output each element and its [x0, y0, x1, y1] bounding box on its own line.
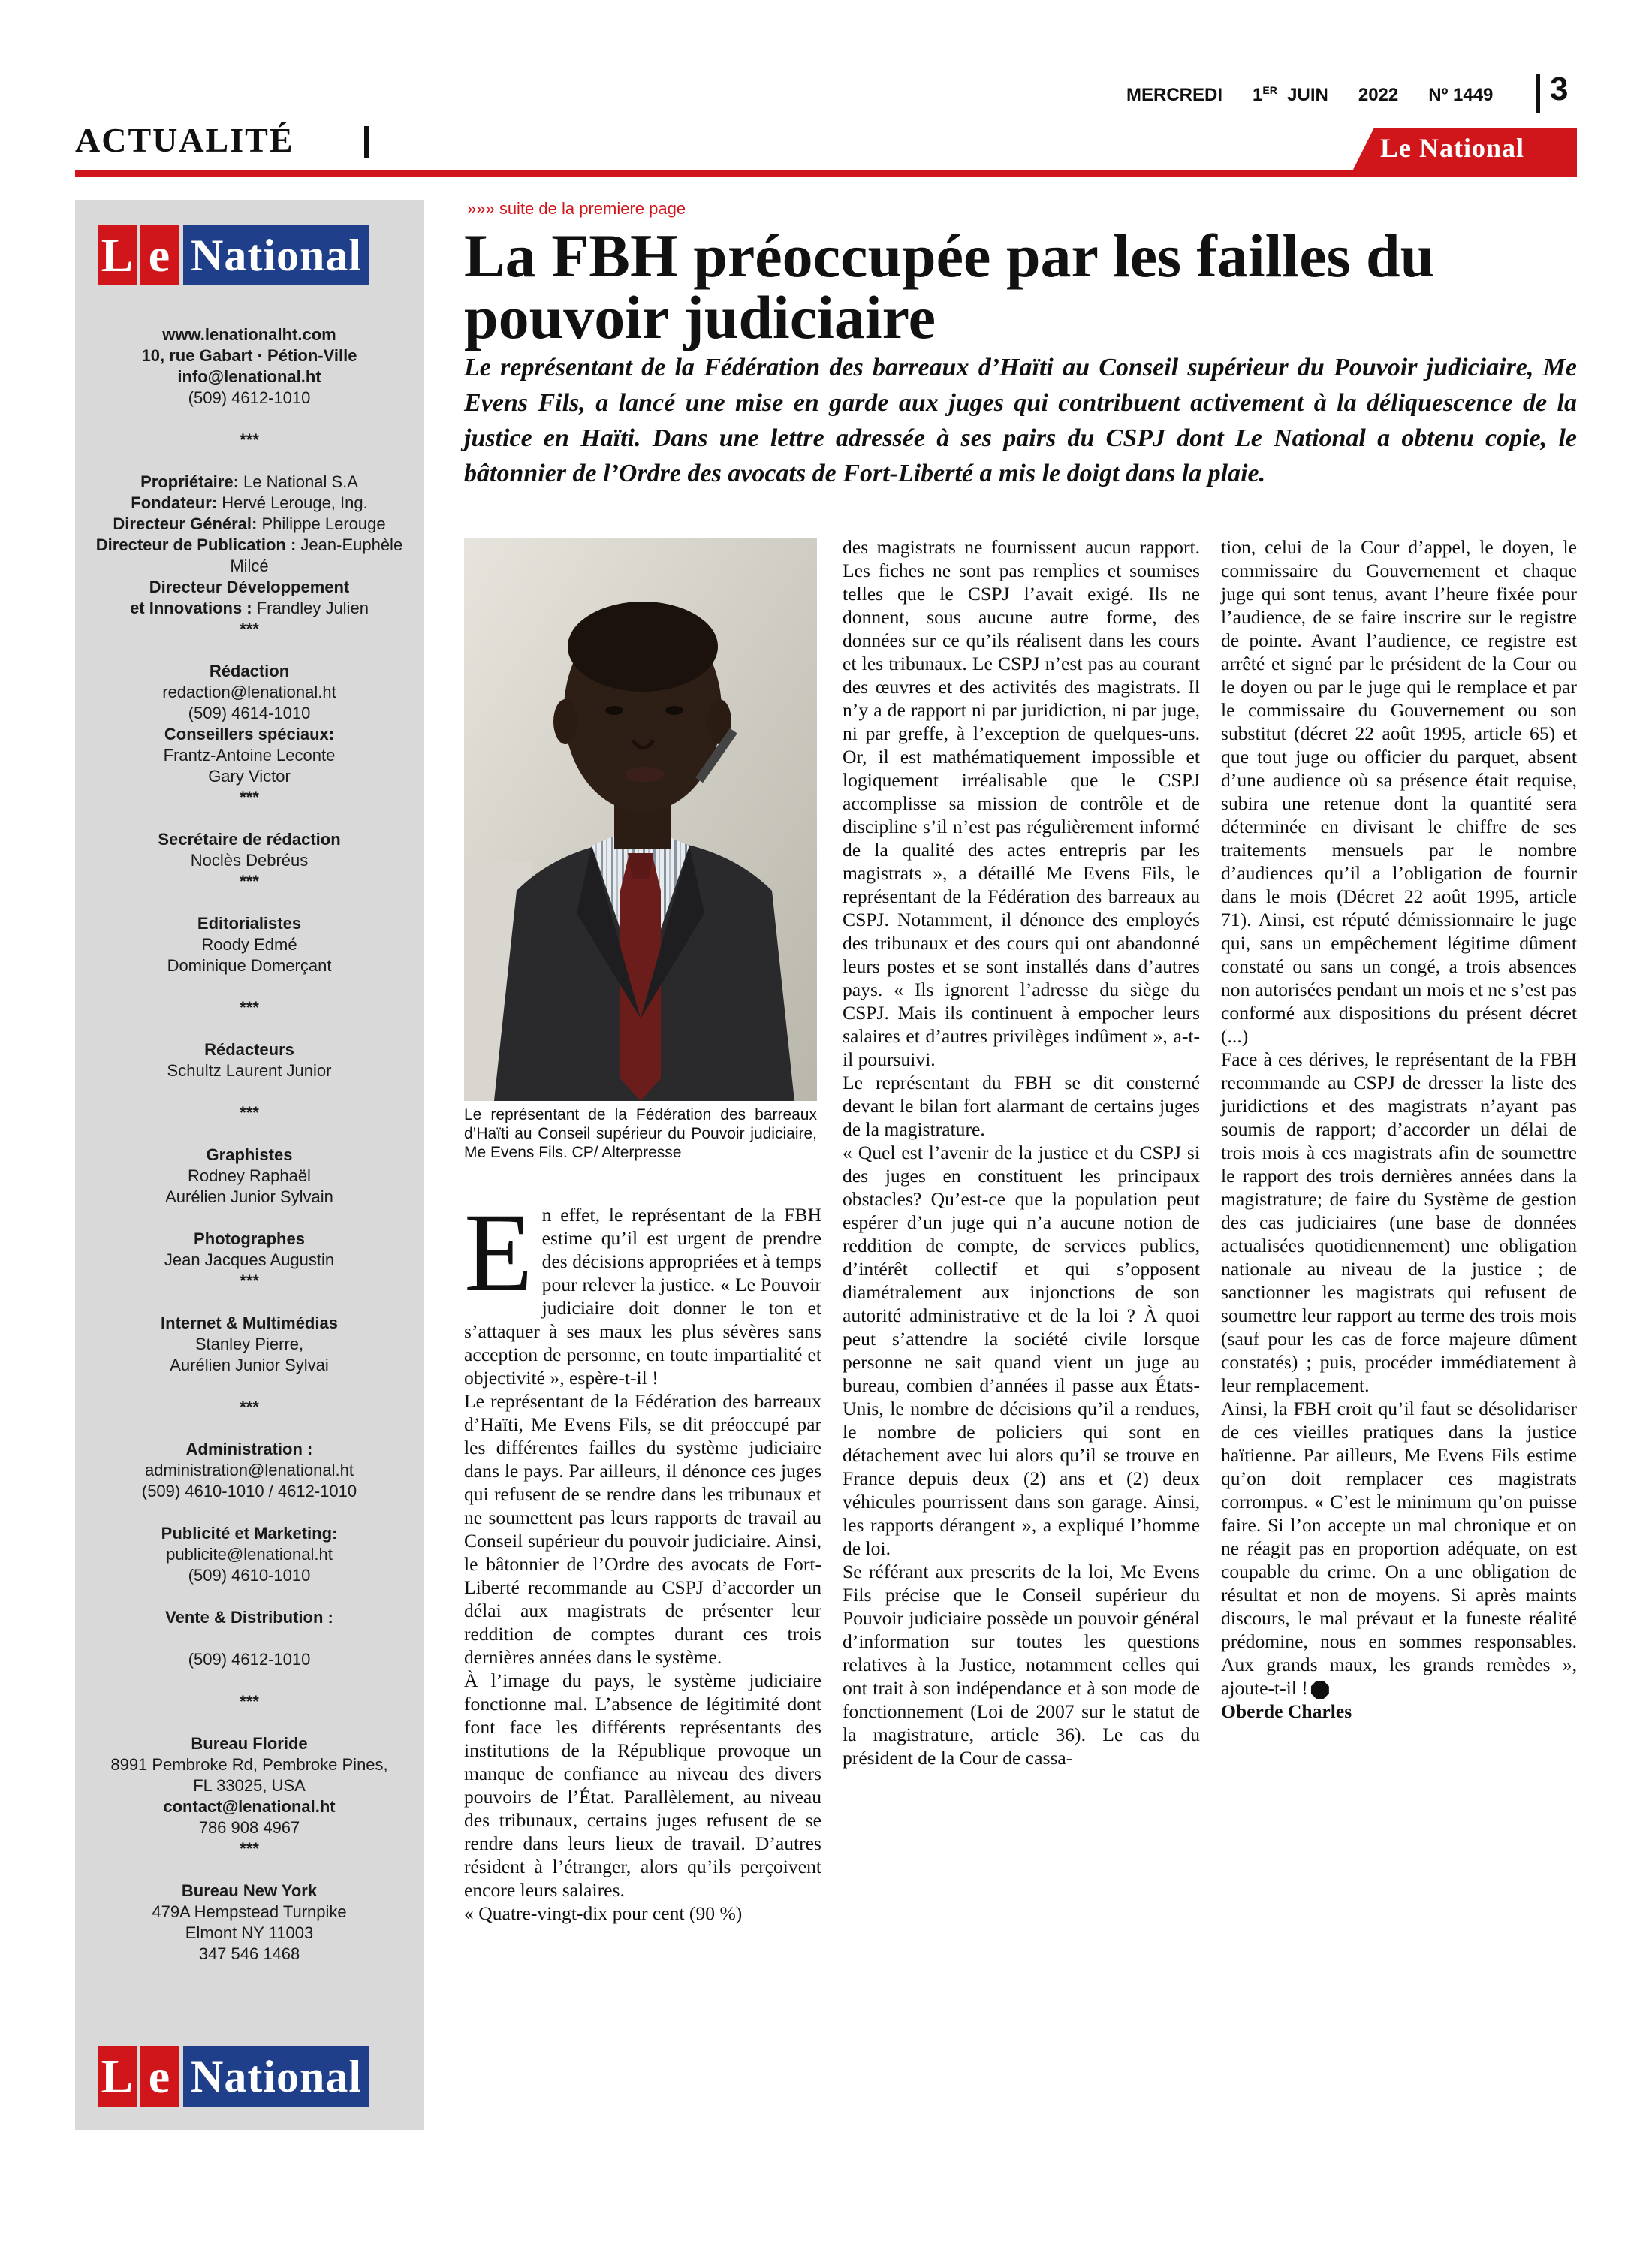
email-link[interactable]: info@lenational.ht [177, 367, 321, 386]
date-year: 2022 [1358, 85, 1399, 105]
header-rule [75, 170, 1577, 177]
florida-email[interactable]: contact@lenational.ht [163, 1797, 336, 1816]
group-title: Rédacteurs [204, 1040, 294, 1059]
brand-tab-label: Le National [1380, 133, 1525, 163]
drop-cap: E [464, 1190, 533, 1315]
page-number-divider [1536, 74, 1540, 113]
paragraph: Ainsi, la FBH croit qu’il faut se désolidariser de ces vieilles pratiques dans la justice haïtienne. Par ailleurs, Me Evens Fils estime qu’on doit remplacer ces magistrats corrompus. « C’est le minimum qu’on puisse faire. Si l’on accepte un mal chronique et on ne réagit pas en proportion adéquate, on est coupable du crime. On a une obligation de résultat et non de moyens. Si après maints discours, le mal prévaut et la funeste réalité prédomine, nous en sommes responsables. Aux grands maux, les grands remèdes », ajoute-t-il ! [1221, 1398, 1577, 1699]
separator-stars: *** [240, 430, 259, 449]
date-weekday: MERCREDI [1126, 85, 1223, 105]
paragraph: À l’image du pays, le système judiciaire fonctionne mal. L’absence de légitimité dont font face les différents représentants des institutions de la République provoque un manque de confiance au niveau des divers pouvoirs de l’État. Parallèlement, au niveau des tribunaux, certains juges refusent de se rendre dans leurs lieux de travail. D’autres résident à l’étranger, alors qu’ils perçoivent encore leurs salaires. [464, 1669, 821, 1901]
group-title: Photographes [194, 1229, 305, 1248]
website-link[interactable]: www.lenationalht.com [162, 325, 336, 344]
phone: (509) 4612-1010 [188, 388, 311, 407]
masthead-text: www.lenationalht.com 10, rue Gabart · Pétion-Ville info@lenational.ht (509) 4612-1010 *** Propriétaire: Le National S.A Fondateur: Hervé Lerouge, Ing. Directeur Général: Philippe Lerouge Directeur de Publication : Jean-Euphèle Milcé Directeur Développement et Innovations : Frandley Julien *** Rédaction redaction@lenational.ht (509) 4614-1010 Conseillers spéciaux: Frantz-Antoine Leconte Gary Victor *** Secrétaire de rédaction Noclès Debréus *** Editorialistes Roody Edmé Dominique Domerçant *** Rédacteurs Schultz Laurent Junior *** Graphistes Rodney Raphaël Aurélien Junior Sylvain Photographes Jean Jacques Augustin *** Internet & Multimédias Stanley Pierre, Aurélien Junior Sylvai *** Administration : administration@lenational.ht (509) 4610-1010 / 4612-1010 Publicité et Marketing: publicite@lenational.ht (509) 4610-1010 Vente & Distribution : (509) 4612-1010 *** Bureau Floride 8991 Pembroke Rd, Pembroke Pines, FL 33025, USA contact@lenational.ht 786 908 4967 *** Bureau New York 479A Hempstead Turnpike Elmont NY 11003 347 546 1468 [75, 324, 424, 1965]
paragraph: des magistrats ne fournissent aucun rapport. Les fiches ne sont pas remplies et soumises telles que le CSPJ l’avait exigé. Ils ne donnent, sous aucune autre forme, des données sur ce qu’ils réalisent dans les cours et les tribunaux. Le CSPJ n’est pas au courant des œuvres et des activités des magistrats. Il n’y a de rapport ni par juridiction, ni par juge, ni par greffe, à l’exception de quelques-uns. Or, il est mathématiquement impossible et logiquement irréalisable que le CSPJ accomplisse sa mission de contrôle et de discipline s’il n’est pas régulièrement informé de la qualité des actes entrepris par les magistrats », a détaillé Me Evens Fils, le représentant de la Fédération des barreaux au CSPJ. Notamment, il dénonce des employés des tribunaux et des cours qui ont abandonné leurs postes et se sont installés dans d’autres pays. « Ils ignorent l’adresse du siège du CSPJ. Mais ils continuent à empocher leurs salaires et d’autres privilèges indûment », a-t-il poursuivi. [843, 536, 1200, 1070]
continuation-kicker: »»» suite de la premiere page [467, 199, 686, 218]
group-title: Secrétaire de rédaction [158, 830, 341, 849]
group-title: Graphistes [206, 1145, 293, 1164]
masthead-publisher: Directeur de Publication : Jean-Euphèle Milcé [95, 535, 403, 575]
article-headline: La FBH préoccupée par les failles du pouvoir judiciaire [464, 222, 1435, 351]
group-title: Administration : [185, 1440, 313, 1458]
date-day: 1ER JUIN [1253, 84, 1328, 105]
paragraph: Face à ces dérives, le représentant de la FBH recommande au CSPJ de dresser la liste des juridictions et des magistrats n’ayant pas soumis de rapport; d’accorder un délai de trois mois à ces magistrats afin de soumettre le rapport des trois dernières années dans la magistrature; de faire du Système de gestion des cas judiciaires (une base de données actualisées quotidiennement) une obligation nationale au niveau de la justice ; de sanctionner les magistrats qui refusent de soumettre leur rapport au terme des trois mois (sauf pour les cas de force majeure dûment constatés) ; puis, procéder immédiatement à leur remplacement. [1221, 1048, 1577, 1396]
paragraph: « Quatre-vingt-dix pour cent (90 %) [464, 1902, 743, 1924]
newspaper-logo: L e National [98, 225, 369, 285]
article-photo [464, 538, 817, 1101]
page-number: 3 [1550, 71, 1569, 107]
issue-number: Nº 1449 [1428, 85, 1494, 105]
paragraph: n effet, le représentant de la FBH estime qu’il est urgent de prendre des décisions appropriées et à temps pour relever la justice. « Le Pouvoir judiciaire doit donner le ton et s’attaquer à ses maux les plus sévères sans acception de personne, en toute impartialité et objectivité », espère-t-il ! [464, 1204, 821, 1389]
group-title: Publicité et Marketing: [161, 1524, 338, 1543]
section-divider [364, 126, 369, 158]
group-title: Editorialistes [197, 914, 302, 933]
paragraph: Le représentant de la Fédération des barreaux d’Haïti, Me Evens Fils, se dit préoccupé par les différentes failles du système judiciaire dans le pays. Par ailleurs, il dénonce ces juges qui refusent de se rendre dans les tribunaux et ne soumettent pas leurs rapports de travail au Conseil supérieur du pouvoir judiciaire. Ainsi, le bâtonnier de l’Ordre des avocats de Fort-Liberté recommande au CSPJ d’accorder un délai aux magistrats de présenter leur reddition de comptes durant ces trois dernières années dans le système. [464, 1390, 821, 1668]
group-title: Bureau Floride [191, 1734, 308, 1753]
section-label: ACTUALITÉ [75, 121, 294, 159]
address: 10, rue Gabart · Pétion-Ville [141, 346, 357, 365]
paragraph: Se référant aux prescrits de la loi, Me Evens Fils précise que le Conseil supérieur du Pouvoir judiciaire possède un pouvoir général d’information sur toutes les questions relatives à la Justice, notamment celles qui ont trait à son indépendance et à son mode de fonctionnement (Loi de 2007 sur le statut de la magistrature, article 36). Le cas du président de la Cour de cassa- [843, 1561, 1200, 1769]
article-byline: Oberde Charles [1221, 1700, 1352, 1722]
group-title: Vente & Distribution : [165, 1608, 333, 1627]
masthead-innovations: et Innovations : Frandley Julien [130, 599, 369, 617]
paragraph: « Quel est l’avenir de la justice et du CSPJ si des juges en constituent les principaux obstacles? Qu’est-ce que la population peut espérer d’un juge qui n’a aucune notion de reddition de compte, de services publics, d’intérêt collectif et qui s’opposent diamétralement aux injonctions de son autorité administrative et de la loi ? À quoi peut s’attendre la société civile lorsque personne ne sait quand vient un juge au bureau, combien d’années il passe aux États-Unis, le nombre de décisions qu’il a rendues, le nombre de policiers qui sont en détachement avec lui alors qu’il se trouve en France depuis deux (2) ans et (2) deux véhicules pourrissent dans son garage. Ainsi, les rapports dérangent », a expliqué l’homme de loi. [843, 1142, 1200, 1559]
group-title: Rédaction [209, 662, 290, 680]
redaction-email[interactable]: redaction@lenational.ht [162, 683, 336, 701]
masthead-founder: Fondateur: Hervé Lerouge, Ing. [131, 493, 368, 512]
administration-email[interactable]: administration@lenational.ht [145, 1461, 354, 1479]
portrait-photo [464, 538, 817, 1101]
paragraph: Le représentant du FBH se dit consterné devant le bilan fort alarmant de certains juges de la magistrature. [843, 1072, 1200, 1140]
end-mark-icon [1311, 1681, 1329, 1699]
newspaper-logo-bottom: L e National [98, 2046, 369, 2107]
masthead-director-general: Directeur Général: Philippe Lerouge [113, 514, 386, 533]
photo-caption: Le représentant de la Fédération des barreaux d’Haïti au Conseil supérieur du Pouvoir judiciaire, Me Evens Fils. CP/ Alterpresse [464, 1106, 817, 1161]
group-title: Internet & Multimédias [161, 1313, 338, 1332]
paragraph: tion, celui de la Cour d’appel, le doyen, le commissaire du Gouvernement et chaque juge qui sont tenus, avant l’heure fixée pour l’audience, de se faire inscrire sur le registre de pointe. Avant l’audience, ce registre est arrêté et signé par le président de la Cour ou le doyen ou par le juge qui le remplace et par le commissaire du Gouvernement ou son substitut (décret 22 août 1995, article 65) et que tout juge ou officier du parquet, absent d’une audience où sa présence était requise, subira une retenue dont la quantité sera déterminée en divisant le chiffre de ses traitements mensuels par le nombre d’audiences qu’il a l’obligation de fournir dans le mois (Décret 22 août 1995, article 71). Ainsi, est réputé démissionnaire le juge qui, sans un empêchement légitime dûment constaté ou sans un congé, a trois absences non autorisées pendant un mois et ne s’est pas conformé aux dispositions du présent décret (...) [1221, 536, 1577, 1047]
page-header [0, 0, 1652, 180]
dateline [1126, 84, 1523, 106]
publicite-email[interactable]: publicite@lenational.ht [166, 1545, 333, 1564]
masthead-dev-director: Directeur Développement [149, 578, 350, 596]
group-title: Bureau New York [181, 1881, 318, 1900]
article-lede: Le représentant de la Fédération des barreaux d’Haïti au Conseil supérieur du Pouvoir judiciaire, Me Evens Fils, a lancé une mise en garde aux juges qui contribuent activement à la déliquescence de la justice en Haïti. Dans une lettre adressée à ses pairs du CSPJ dont Le National a obtenu copie, le bâtonnier de l’Ordre des avocats de Fort-Liberté a mis le doigt dans la plaie. [464, 354, 1577, 487]
article-column-2 [843, 535, 1200, 2135]
article-column-1 [464, 1190, 821, 2134]
masthead-owner: Propriétaire: Le National S.A [140, 472, 358, 491]
article-column-3 [1221, 535, 1577, 2135]
